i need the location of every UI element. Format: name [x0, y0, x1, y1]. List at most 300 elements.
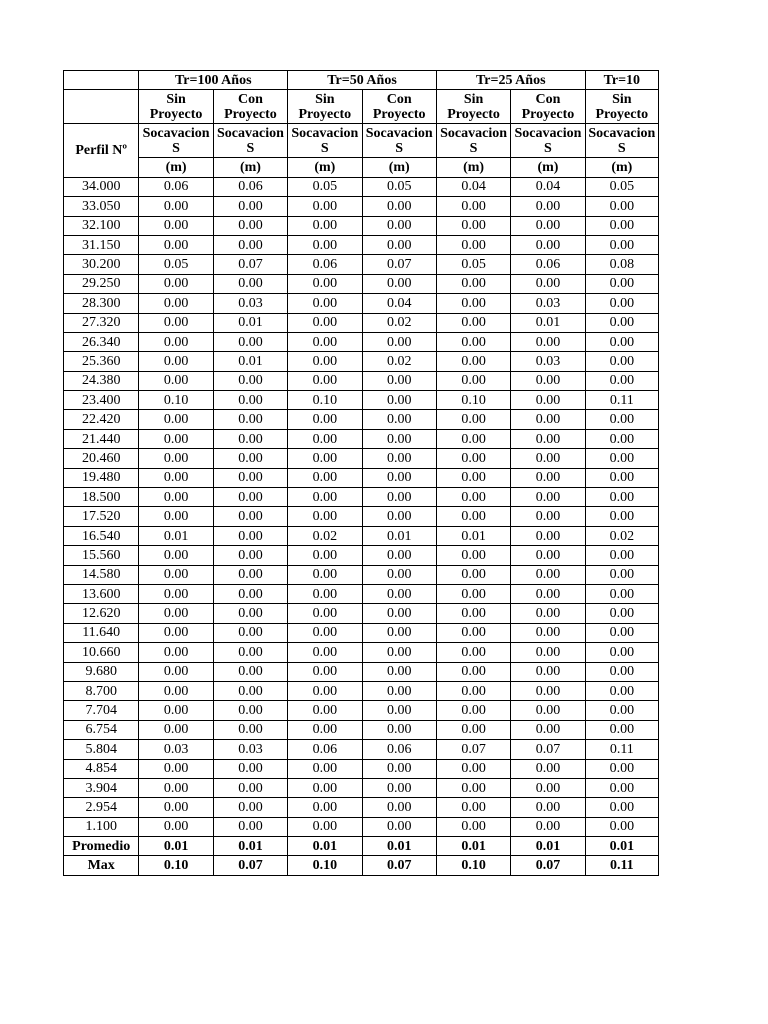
- value-cell: 0.00: [511, 643, 585, 662]
- perfil-cell: 2.954: [64, 798, 139, 817]
- table-row: [64, 294, 659, 313]
- period-header: Tr=10: [585, 71, 658, 90]
- summary-value: 0.11: [585, 856, 658, 875]
- value-cell: 0.00: [436, 546, 510, 565]
- value-cell: 0.00: [362, 507, 436, 526]
- table-row: [64, 274, 659, 293]
- value-cell: 0.03: [139, 740, 213, 759]
- perfil-cell: 10.660: [64, 643, 139, 662]
- value-cell: 0.00: [139, 662, 213, 681]
- value-cell: 0.00: [362, 701, 436, 720]
- value-cell: 0.00: [213, 681, 287, 700]
- value-cell: 0.00: [511, 798, 585, 817]
- value-cell: 0.00: [362, 332, 436, 351]
- value-cell: 0.02: [362, 313, 436, 332]
- value-cell: 0.00: [139, 274, 213, 293]
- value-cell: 0.03: [511, 352, 585, 371]
- table-row: [64, 313, 659, 332]
- value-cell: 0.00: [288, 643, 362, 662]
- value-cell: 0.00: [511, 429, 585, 448]
- measure-header: Socavacion S: [139, 124, 213, 158]
- value-cell: 0.00: [511, 778, 585, 797]
- value-cell: 0.00: [511, 371, 585, 390]
- summary-value: 0.07: [511, 856, 585, 875]
- value-cell: 0.00: [585, 817, 658, 836]
- summary-row: [64, 856, 659, 875]
- value-cell: 0.00: [213, 197, 287, 216]
- summary-label: Max: [64, 856, 139, 875]
- value-cell: 0.00: [362, 759, 436, 778]
- table-row: [64, 778, 659, 797]
- value-cell: 0.00: [288, 235, 362, 254]
- period-header: Tr=25 Años: [436, 71, 585, 90]
- summary-label: Promedio: [64, 837, 139, 856]
- perfil-cell: 27.320: [64, 313, 139, 332]
- perfil-cell: 14.580: [64, 565, 139, 584]
- value-cell: 0.00: [362, 410, 436, 429]
- value-cell: 0.00: [213, 817, 287, 836]
- table-row: [64, 681, 659, 700]
- value-cell: 0.00: [288, 332, 362, 351]
- value-cell: 0.00: [288, 604, 362, 623]
- value-cell: 0.00: [362, 798, 436, 817]
- value-cell: 0.00: [436, 429, 510, 448]
- value-cell: 0.01: [139, 526, 213, 545]
- value-cell: 0.00: [139, 546, 213, 565]
- value-cell: 0.00: [436, 662, 510, 681]
- perfil-cell: 26.340: [64, 332, 139, 351]
- value-cell: 0.00: [585, 352, 658, 371]
- value-cell: 0.00: [213, 623, 287, 642]
- value-cell: 0.00: [585, 701, 658, 720]
- value-cell: 0.00: [436, 720, 510, 739]
- value-cell: 0.00: [436, 759, 510, 778]
- scenario-header-row: [64, 90, 659, 124]
- value-cell: 0.00: [213, 720, 287, 739]
- value-cell: 0.00: [585, 274, 658, 293]
- value-cell: 0.00: [436, 565, 510, 584]
- perfil-cell: 22.420: [64, 410, 139, 429]
- value-cell: 0.00: [139, 759, 213, 778]
- summary-value: 0.01: [288, 837, 362, 856]
- value-cell: 0.00: [362, 371, 436, 390]
- table-row: [64, 255, 659, 274]
- value-cell: 0.00: [585, 235, 658, 254]
- summary-value: 0.01: [436, 837, 510, 856]
- value-cell: 0.00: [139, 643, 213, 662]
- summary-value: 0.10: [139, 856, 213, 875]
- perfil-cell: 8.700: [64, 681, 139, 700]
- summary-value: 0.01: [139, 837, 213, 856]
- value-cell: 0.00: [139, 720, 213, 739]
- value-cell: 0.00: [213, 526, 287, 545]
- value-cell: 0.00: [585, 662, 658, 681]
- table-row: [64, 371, 659, 390]
- perfil-cell: 33.050: [64, 197, 139, 216]
- value-cell: 0.00: [362, 449, 436, 468]
- value-cell: 0.00: [213, 565, 287, 584]
- value-cell: 0.00: [511, 488, 585, 507]
- table-row: [64, 507, 659, 526]
- value-cell: 0.11: [585, 740, 658, 759]
- value-cell: 0.04: [362, 294, 436, 313]
- perfil-cell: 30.200: [64, 255, 139, 274]
- value-cell: 0.05: [585, 177, 658, 196]
- value-cell: 0.00: [288, 468, 362, 487]
- value-cell: 0.00: [288, 410, 362, 429]
- table-row: [64, 391, 659, 410]
- value-cell: 0.00: [585, 798, 658, 817]
- scenario-header: Con Proyecto: [511, 90, 585, 124]
- value-cell: 0.00: [362, 643, 436, 662]
- measure-header: Socavacion S: [213, 124, 287, 158]
- value-cell: 0.00: [139, 584, 213, 603]
- value-cell: 0.06: [362, 740, 436, 759]
- value-cell: 0.00: [288, 623, 362, 642]
- value-cell: 0.00: [362, 391, 436, 410]
- value-cell: 0.00: [436, 216, 510, 235]
- value-cell: 0.00: [436, 623, 510, 642]
- table-row: [64, 177, 659, 196]
- perfil-cell: 3.904: [64, 778, 139, 797]
- value-cell: 0.00: [362, 681, 436, 700]
- value-cell: 0.02: [362, 352, 436, 371]
- table-row: [64, 352, 659, 371]
- results-sheet: [63, 70, 659, 876]
- value-cell: 0.00: [213, 274, 287, 293]
- table-row: [64, 701, 659, 720]
- table-row: [64, 488, 659, 507]
- value-cell: 0.00: [288, 294, 362, 313]
- value-cell: 0.00: [213, 759, 287, 778]
- value-cell: 0.00: [288, 817, 362, 836]
- value-cell: 0.00: [436, 294, 510, 313]
- value-cell: 0.05: [288, 177, 362, 196]
- summary-value: 0.01: [511, 837, 585, 856]
- value-cell: 0.00: [139, 449, 213, 468]
- value-cell: 0.00: [213, 798, 287, 817]
- value-cell: 0.00: [436, 235, 510, 254]
- value-cell: 0.00: [362, 197, 436, 216]
- value-cell: 0.00: [139, 410, 213, 429]
- perfil-cell: 28.300: [64, 294, 139, 313]
- value-cell: 0.00: [585, 584, 658, 603]
- value-cell: 0.00: [213, 468, 287, 487]
- value-cell: 0.11: [585, 391, 658, 410]
- value-cell: 0.00: [436, 468, 510, 487]
- value-cell: 0.00: [436, 701, 510, 720]
- value-cell: 0.00: [213, 701, 287, 720]
- measure-header: Socavacion S: [436, 124, 510, 158]
- value-cell: 0.06: [288, 740, 362, 759]
- value-cell: 0.00: [288, 720, 362, 739]
- unit-cell: (m): [362, 158, 436, 177]
- value-cell: 0.00: [139, 565, 213, 584]
- value-cell: 0.00: [436, 778, 510, 797]
- value-cell: 0.00: [139, 216, 213, 235]
- perfil-cell: 18.500: [64, 488, 139, 507]
- value-cell: 0.06: [139, 177, 213, 196]
- value-cell: 0.00: [288, 488, 362, 507]
- value-cell: 0.00: [288, 507, 362, 526]
- value-cell: 0.00: [213, 546, 287, 565]
- table-body: [64, 177, 659, 836]
- corner-cell: [64, 71, 139, 90]
- perfil-cell: 19.480: [64, 468, 139, 487]
- value-cell: 0.07: [436, 740, 510, 759]
- value-cell: 0.01: [511, 313, 585, 332]
- value-cell: 0.00: [288, 216, 362, 235]
- perfil-cell: 20.460: [64, 449, 139, 468]
- table-row: [64, 584, 659, 603]
- summary-value: 0.01: [213, 837, 287, 856]
- value-cell: 0.04: [436, 177, 510, 196]
- value-cell: 0.00: [288, 662, 362, 681]
- summary-value: 0.10: [436, 856, 510, 875]
- summary-value: 0.07: [213, 856, 287, 875]
- value-cell: 0.00: [213, 371, 287, 390]
- table-row: [64, 623, 659, 642]
- value-cell: 0.00: [139, 507, 213, 526]
- blank-header-cell: [64, 90, 139, 124]
- value-cell: 0.00: [362, 468, 436, 487]
- value-cell: 0.00: [511, 449, 585, 468]
- table-row: [64, 759, 659, 778]
- value-cell: 0.00: [362, 604, 436, 623]
- value-cell: 0.00: [511, 759, 585, 778]
- value-cell: 0.00: [585, 759, 658, 778]
- value-cell: 0.00: [362, 274, 436, 293]
- value-cell: 0.00: [362, 488, 436, 507]
- value-cell: 0.00: [139, 429, 213, 448]
- table-row: [64, 429, 659, 448]
- measure-header: Socavacion S: [288, 124, 362, 158]
- value-cell: 0.00: [139, 778, 213, 797]
- value-cell: 0.00: [585, 778, 658, 797]
- value-cell: 0.00: [511, 565, 585, 584]
- perfil-cell: 31.150: [64, 235, 139, 254]
- value-cell: 0.01: [362, 526, 436, 545]
- table-row: [64, 449, 659, 468]
- value-cell: 0.00: [362, 623, 436, 642]
- unit-cell: (m): [585, 158, 658, 177]
- unit-cell: (m): [139, 158, 213, 177]
- value-cell: 0.02: [288, 526, 362, 545]
- perfil-cell: 11.640: [64, 623, 139, 642]
- table-row: [64, 817, 659, 836]
- value-cell: 0.00: [511, 468, 585, 487]
- summary-value: 0.10: [288, 856, 362, 875]
- scenario-header: Sin Proyecto: [139, 90, 213, 124]
- measure-header: Socavacion S: [362, 124, 436, 158]
- value-cell: 0.00: [213, 778, 287, 797]
- measure-header-row: [64, 124, 659, 158]
- value-cell: 0.01: [213, 352, 287, 371]
- value-cell: 0.00: [288, 681, 362, 700]
- perfil-header: Perfil Nº: [64, 124, 139, 177]
- unit-cell: (m): [288, 158, 362, 177]
- value-cell: 0.00: [288, 778, 362, 797]
- value-cell: 0.00: [585, 410, 658, 429]
- table-row: [64, 720, 659, 739]
- value-cell: 0.00: [139, 468, 213, 487]
- perfil-cell: 24.380: [64, 371, 139, 390]
- value-cell: 0.04: [511, 177, 585, 196]
- value-cell: 0.00: [139, 798, 213, 817]
- perfil-cell: 15.560: [64, 546, 139, 565]
- value-cell: 0.00: [288, 274, 362, 293]
- perfil-cell: 1.100: [64, 817, 139, 836]
- value-cell: 0.00: [511, 584, 585, 603]
- value-cell: 0.00: [436, 410, 510, 429]
- value-cell: 0.05: [436, 255, 510, 274]
- value-cell: 0.00: [436, 817, 510, 836]
- value-cell: 0.00: [139, 817, 213, 836]
- measure-header: Socavacion S: [585, 124, 658, 158]
- value-cell: 0.00: [362, 584, 436, 603]
- value-cell: 0.00: [511, 197, 585, 216]
- perfil-cell: 29.250: [64, 274, 139, 293]
- perfil-cell: 12.620: [64, 604, 139, 623]
- scenario-header: Sin Proyecto: [436, 90, 510, 124]
- summary-value: 0.01: [585, 837, 658, 856]
- value-cell: 0.00: [213, 604, 287, 623]
- value-cell: 0.05: [362, 177, 436, 196]
- value-cell: 0.00: [511, 410, 585, 429]
- value-cell: 0.00: [362, 235, 436, 254]
- value-cell: 0.00: [139, 197, 213, 216]
- value-cell: 0.00: [511, 681, 585, 700]
- value-cell: 0.00: [139, 604, 213, 623]
- value-cell: 0.10: [288, 391, 362, 410]
- value-cell: 0.00: [288, 798, 362, 817]
- value-cell: 0.00: [288, 759, 362, 778]
- table-row: [64, 662, 659, 681]
- value-cell: 0.00: [139, 488, 213, 507]
- value-cell: 0.01: [213, 313, 287, 332]
- perfil-cell: 21.440: [64, 429, 139, 448]
- value-cell: 0.00: [511, 507, 585, 526]
- value-cell: 0.01: [436, 526, 510, 545]
- value-cell: 0.00: [436, 643, 510, 662]
- summary-row: [64, 837, 659, 856]
- value-cell: 0.00: [213, 332, 287, 351]
- value-cell: 0.00: [585, 488, 658, 507]
- table-row: [64, 546, 659, 565]
- value-cell: 0.00: [585, 429, 658, 448]
- value-cell: 0.00: [362, 817, 436, 836]
- value-cell: 0.00: [213, 449, 287, 468]
- value-cell: 0.00: [362, 720, 436, 739]
- value-cell: 0.07: [511, 740, 585, 759]
- value-cell: 0.00: [436, 449, 510, 468]
- value-cell: 0.00: [213, 662, 287, 681]
- perfil-cell: 4.854: [64, 759, 139, 778]
- table-row: [64, 526, 659, 545]
- value-cell: 0.00: [436, 313, 510, 332]
- scenario-header: Sin Proyecto: [585, 90, 658, 124]
- value-cell: 0.00: [585, 216, 658, 235]
- value-cell: 0.00: [511, 604, 585, 623]
- value-cell: 0.00: [139, 294, 213, 313]
- value-cell: 0.00: [139, 623, 213, 642]
- value-cell: 0.00: [511, 720, 585, 739]
- value-cell: 0.10: [436, 391, 510, 410]
- value-cell: 0.00: [585, 681, 658, 700]
- value-cell: 0.00: [362, 778, 436, 797]
- value-cell: 0.00: [511, 526, 585, 545]
- table-row: [64, 332, 659, 351]
- table-row: [64, 197, 659, 216]
- table-row: [64, 235, 659, 254]
- value-cell: 0.00: [288, 429, 362, 448]
- value-cell: 0.00: [585, 507, 658, 526]
- value-cell: 0.00: [585, 197, 658, 216]
- value-cell: 0.00: [436, 507, 510, 526]
- unit-cell: (m): [436, 158, 510, 177]
- value-cell: 0.06: [511, 255, 585, 274]
- value-cell: 0.07: [362, 255, 436, 274]
- perfil-cell: 5.804: [64, 740, 139, 759]
- value-cell: 0.00: [362, 565, 436, 584]
- period-header-row: [64, 71, 659, 90]
- value-cell: 0.00: [511, 662, 585, 681]
- value-cell: 0.03: [213, 740, 287, 759]
- table-row: [64, 643, 659, 662]
- value-cell: 0.06: [288, 255, 362, 274]
- value-cell: 0.00: [139, 371, 213, 390]
- value-cell: 0.00: [436, 681, 510, 700]
- scenario-header: Con Proyecto: [213, 90, 287, 124]
- perfil-cell: 7.704: [64, 701, 139, 720]
- scour-table: [63, 70, 659, 876]
- value-cell: 0.06: [213, 177, 287, 196]
- perfil-cell: 17.520: [64, 507, 139, 526]
- value-cell: 0.00: [213, 584, 287, 603]
- table-row: [64, 216, 659, 235]
- value-cell: 0.00: [585, 313, 658, 332]
- value-cell: 0.00: [288, 197, 362, 216]
- value-cell: 0.00: [585, 371, 658, 390]
- value-cell: 0.00: [213, 216, 287, 235]
- value-cell: 0.00: [362, 429, 436, 448]
- perfil-cell: 25.360: [64, 352, 139, 371]
- value-cell: 0.05: [139, 255, 213, 274]
- value-cell: 0.00: [585, 720, 658, 739]
- value-cell: 0.00: [362, 662, 436, 681]
- value-cell: 0.08: [585, 255, 658, 274]
- value-cell: 0.00: [511, 391, 585, 410]
- value-cell: 0.00: [436, 488, 510, 507]
- value-cell: 0.00: [213, 410, 287, 429]
- value-cell: 0.00: [213, 429, 287, 448]
- value-cell: 0.00: [213, 391, 287, 410]
- value-cell: 0.00: [585, 565, 658, 584]
- value-cell: 0.00: [213, 235, 287, 254]
- value-cell: 0.00: [362, 546, 436, 565]
- value-cell: 0.07: [213, 255, 287, 274]
- value-cell: 0.00: [585, 332, 658, 351]
- value-cell: 0.00: [139, 352, 213, 371]
- value-cell: 0.00: [436, 274, 510, 293]
- value-cell: 0.00: [511, 546, 585, 565]
- value-cell: 0.00: [139, 332, 213, 351]
- period-header: Tr=50 Años: [288, 71, 437, 90]
- perfil-cell: 6.754: [64, 720, 139, 739]
- value-cell: 0.00: [362, 216, 436, 235]
- value-cell: 0.00: [585, 546, 658, 565]
- perfil-cell: 9.680: [64, 662, 139, 681]
